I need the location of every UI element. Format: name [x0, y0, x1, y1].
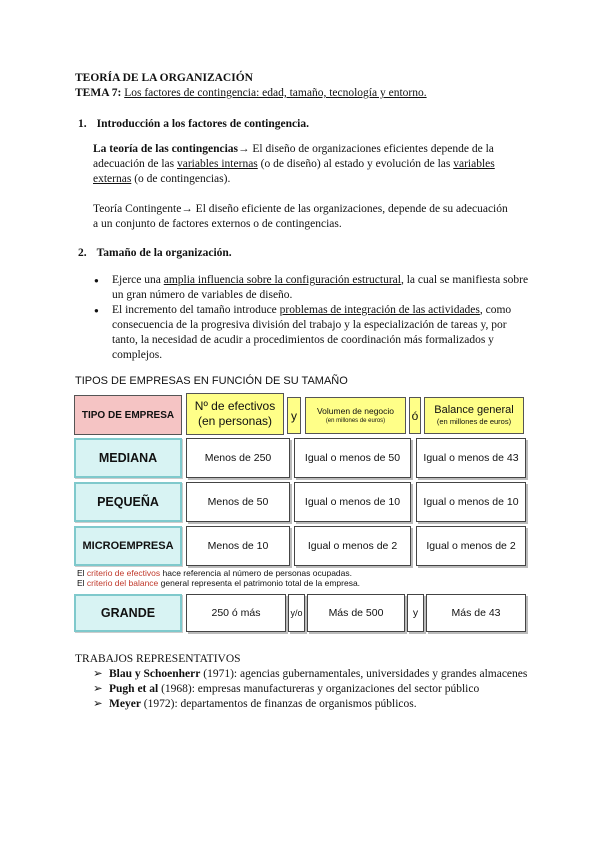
cell-employees-large: 250 ó más	[186, 594, 286, 632]
header-balance	[424, 397, 524, 434]
header-and-connector: y	[287, 397, 301, 434]
p1-text-c: (o de contingencias).	[131, 173, 231, 185]
bullet1-underlined: amplia influencia sobre la configuración estructural	[163, 274, 401, 286]
row-type-large: GRANDE	[74, 594, 182, 632]
header-turnover-line1: Volumen de negocio	[316, 405, 395, 416]
header-turnover-line2: (en millones de euros)	[325, 417, 386, 424]
cell-balance-large: Más de 43	[426, 594, 526, 632]
cell-employees-micro: Menos de 10	[186, 526, 290, 566]
p1-text-b: (o de diseño) al estado y evolución de las	[257, 158, 454, 170]
cell-balance-small: Igual o menos de 10	[416, 482, 526, 522]
internal-variables: variables internas	[176, 158, 258, 170]
table-caption: TIPOS DE EMPRESAS EN FUNCIÓN DE SU TAMAÑO	[75, 375, 348, 387]
cell-turnover-small: Igual o menos de 10	[294, 482, 411, 522]
bullet2-text-a: El incremento del tamaño introduce	[112, 304, 280, 316]
bullet-item	[92, 273, 530, 303]
cell-turnover-micro: Igual o menos de 2	[294, 526, 411, 566]
bullet1-text-b: , la cual se manifiesta sobre un gran número de variables de diseño.	[112, 274, 529, 301]
list-item	[89, 667, 535, 682]
work-author: Meyer	[109, 698, 141, 710]
cell-employees-medium: Menos de 250	[186, 438, 290, 478]
row-type-small: PEQUEÑA	[74, 482, 182, 522]
note-employees	[77, 568, 360, 578]
works-heading: TRABAJOS REPRESENTATIVOS	[75, 653, 241, 665]
cell-turnover-large: Más de 500	[307, 594, 405, 632]
works-section	[75, 652, 535, 712]
row-type-medium: MEDIANA	[74, 438, 182, 478]
work-author: Blau y Schoenherr	[109, 668, 201, 680]
cell-turnover-medium: Igual o menos de 50	[294, 438, 411, 478]
list-item	[89, 682, 535, 697]
note1-colored: criterio de efectivos	[86, 568, 161, 578]
cell-balance-medium: Igual o menos de 43	[416, 438, 526, 478]
table-notes	[77, 568, 360, 588]
large-andor-connector: y/o	[288, 594, 305, 632]
cell-balance-micro: Igual o menos de 2	[416, 526, 526, 566]
header-employees	[186, 393, 284, 435]
p2-text: Teoría Contingente→ El diseño eficiente de las organizaciones, depende de su adecuación a un conjunto de factores externos o de contingencias.	[93, 203, 508, 230]
section1-paragraph2	[93, 202, 513, 232]
contingency-theory-term: La teoría de las contingencias	[93, 143, 239, 155]
row-type-micro: MICROEMPRESA	[74, 526, 182, 566]
note-balance	[77, 578, 360, 588]
header-company-type: TIPO DE EMPRESA	[74, 395, 182, 435]
section2-bullets	[92, 273, 530, 363]
section2-number: 2.	[78, 247, 87, 259]
work-description: (1968): empresas manufactureras y organizaciones del sector público	[158, 683, 480, 695]
header-turnover	[305, 397, 406, 434]
work-author: Pugh et al	[109, 683, 159, 695]
document-title: TEORÍA DE LA ORGANIZACIÓN	[75, 72, 253, 84]
note2-a: El	[77, 578, 87, 588]
section1-number: 1.	[78, 118, 87, 130]
section2-title: Tamaño de la organización.	[96, 247, 232, 259]
external-variables: variables externas	[93, 158, 495, 185]
bullet2-underlined: problemas de integración de las actividades	[279, 304, 480, 316]
header-balance-line2: (en millones de euros)	[436, 416, 512, 426]
large-and-connector: y	[407, 594, 424, 632]
works-list	[89, 667, 535, 712]
work-description: (1972): departamentos de finanzas de organismos públicos.	[140, 698, 417, 710]
arrow-bullet-icon: ➢	[93, 668, 103, 680]
work-description: (1971): agencias gubernamentales, universidades y grandes almacenes	[200, 668, 528, 680]
tema-text: Los factores de contingencia: edad, tamaño, tecnología y entorno.	[124, 87, 427, 99]
header-or-connector: ó	[409, 397, 421, 434]
header-employees-line2: (en personas)	[197, 414, 273, 428]
bullet1-text-a: Ejerce una	[112, 274, 164, 286]
section2-heading	[78, 246, 232, 261]
section1-paragraph1	[93, 142, 528, 187]
bullet2-text-b: , como consecuencia de la progresiva división del trabajo y la especialización de tareas y, por tanto, la necesidad de acudir a procedimientos de coordinación más formalizados y complejos.	[112, 304, 512, 361]
p1-text-a: → El diseño de organizaciones eficientes depende de la adecuación de las	[93, 143, 494, 170]
bullet-item	[92, 303, 530, 363]
list-item	[89, 697, 535, 712]
note2-colored: criterio del balance	[86, 578, 159, 588]
tema-line	[75, 86, 535, 101]
note2-b: general representa el patrimonio total de la empresa.	[158, 578, 361, 588]
note1-b: hace referencia al número de personas ocupadas.	[160, 568, 352, 578]
note1-a: El	[77, 568, 87, 578]
arrow-bullet-icon: ➢	[93, 698, 103, 710]
section1-heading	[78, 117, 309, 132]
section1-title: Introducción a los factores de contingencia.	[96, 118, 309, 130]
header-employees-line1: Nº de efectivos	[194, 399, 276, 413]
cell-employees-small: Menos de 50	[186, 482, 290, 522]
tema-label: TEMA 7:	[75, 87, 122, 99]
header-balance-line1: Balance general	[434, 403, 514, 416]
arrow-bullet-icon: ➢	[93, 683, 103, 695]
document-header	[75, 71, 535, 101]
